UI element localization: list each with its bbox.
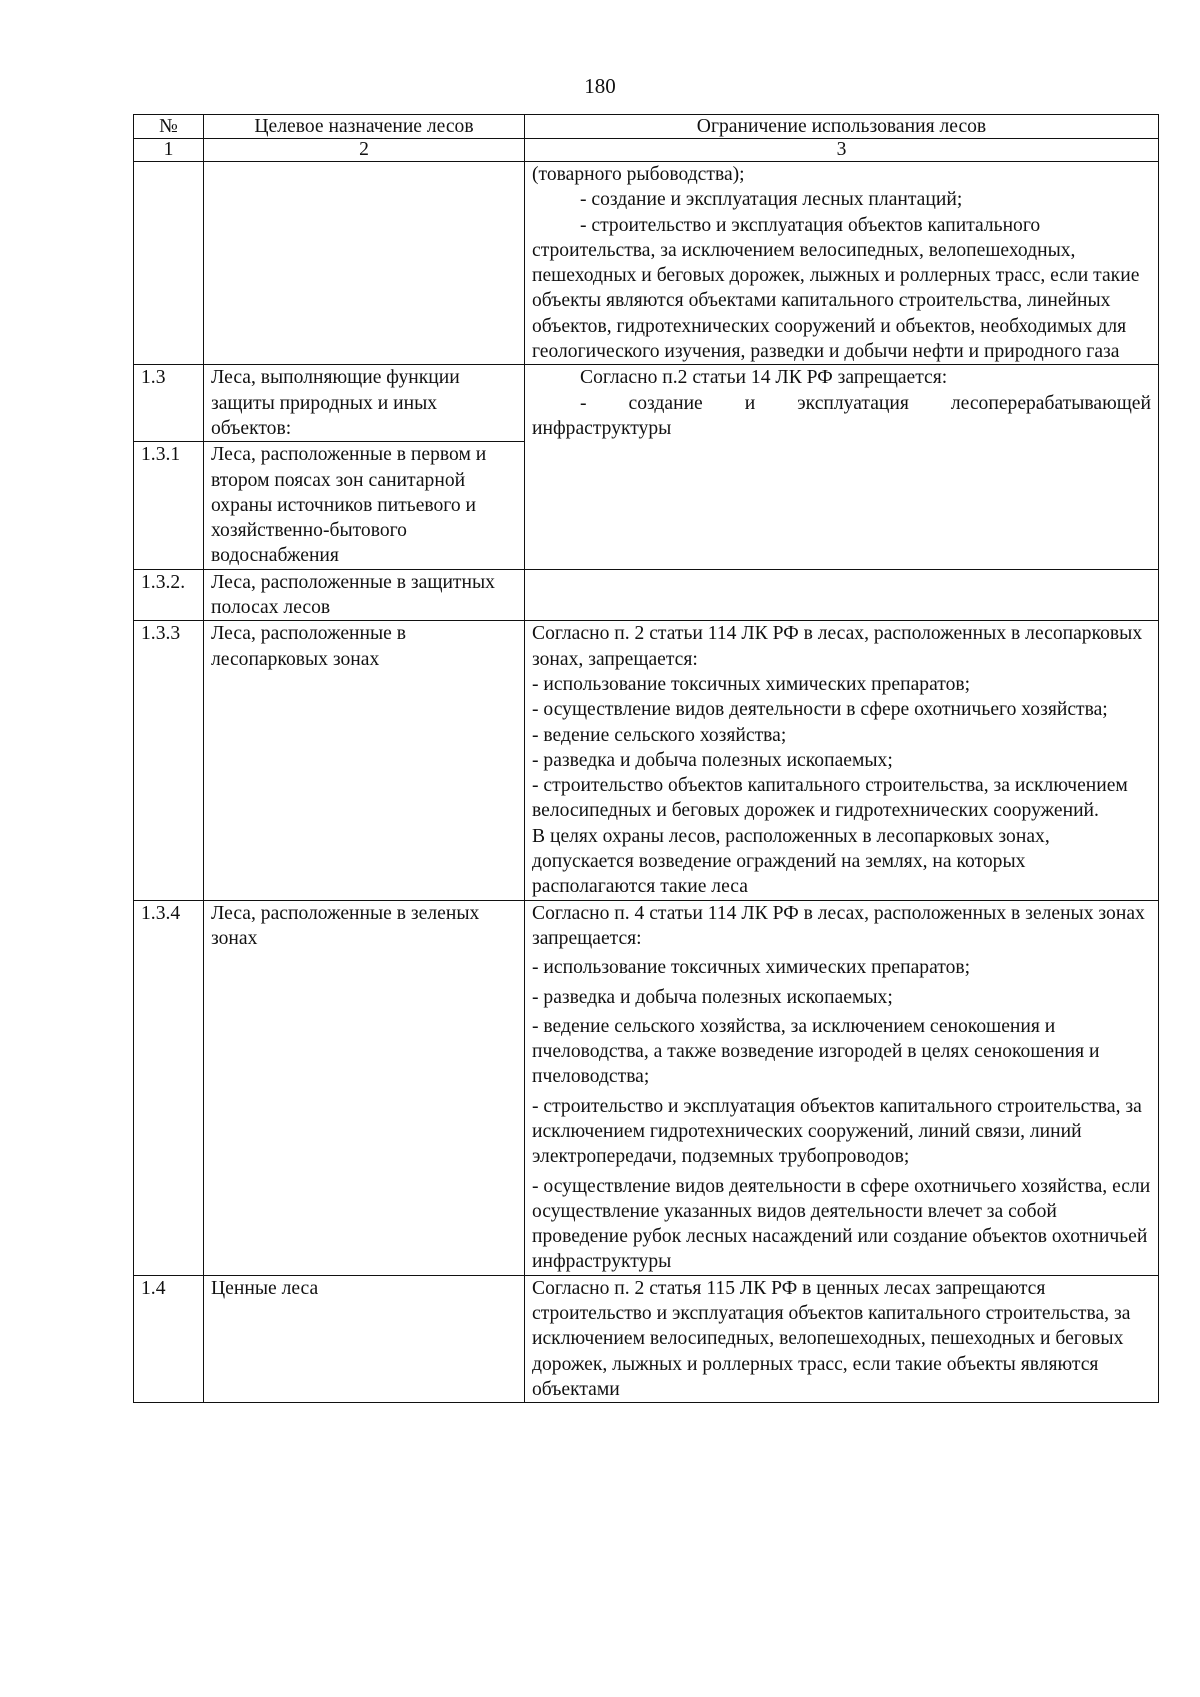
forest-purpose: Ценные леса [204, 1275, 525, 1402]
forest-purpose: Леса, расположенные в первом и втором поясах зон санитарной охраны источников питьевого и хозяйственно-бытового водоснабжения [204, 442, 525, 569]
forest-restrictions-table [133, 114, 1159, 1403]
restriction-text: (товарного рыбоводства); [532, 164, 745, 185]
purpose-cell [204, 162, 525, 365]
table-row-1-3-3 [134, 621, 1159, 900]
restriction-item: - осуществление видов деятельности в сфере охотничьего хозяйства, если осуществление указанных видов деятельности влечет за собой проведение рубок лесных насаждений или создание объектов охотничьей инфраструктуры [532, 1175, 1151, 1273]
restriction-item: - использование токсичных химических препаратов; [532, 957, 971, 979]
restriction-item: - разведка и добыча полезных ископаемых; [532, 986, 893, 1008]
table-row-1-3-4 [134, 900, 1159, 1275]
restriction-cell [525, 365, 1159, 569]
forest-purpose: Леса, расположенные в защитных полосах лесов [204, 569, 525, 621]
restriction-item: - строительство и эксплуатация объектов капитального строительства, за исключением гидротехнических сооружений, линий связи, линий электропередачи, подземных трубопроводов; [532, 1095, 1142, 1168]
table-row-1-3 [134, 365, 1159, 442]
restriction-intro: Согласно п.2 статьи 14 ЛК РФ запрещается: [580, 367, 948, 389]
restriction-item-continued: инфраструктуры [532, 417, 672, 439]
row-number: 1.3.4 [134, 900, 204, 1275]
table-header-row [134, 115, 1159, 139]
restriction-item: - осуществление видов деятельности в сфере охотничьего хозяйства; [532, 699, 1108, 721]
forest-purpose: Леса, расположенные в лесопарковых зонах [204, 621, 525, 900]
restriction-intro: Согласно п. 4 статьи 114 ЛК РФ в лесах, расположенных в зеленых зонах запрещается: [532, 902, 1145, 949]
column-number-2: 2 [204, 139, 525, 162]
restriction-cell [525, 621, 1159, 900]
header-number: № [134, 115, 204, 139]
restriction-intro: Согласно п. 2 статьи 114 ЛК РФ в лесах, расположенных в лесопарковых зонах, запрещается: [532, 623, 1143, 670]
restriction-item: - использование токсичных химических препаратов; [532, 673, 971, 695]
forest-purpose: Леса, выполняющие функции защиты природных и иных объектов: [204, 365, 525, 442]
page-number: 180 [584, 74, 616, 98]
forest-purpose: Леса, расположенные в зеленых зонах [204, 900, 525, 1275]
row-number-cell [134, 162, 204, 365]
column-number-row [134, 139, 1159, 162]
restriction-item: - создание и эксплуатация лесоперерабатывающей [580, 392, 1151, 414]
row-number: 1.3.3 [134, 621, 204, 900]
column-number-1: 1 [134, 139, 204, 162]
header-restrictions: Ограничение использования лесов [525, 115, 1159, 139]
restriction-item: - строительство и эксплуатация объектов капитального строительства, за исключением велосипедных, велопешеходных, пешеходных и беговых дорожек, лыжных и роллерных трасс, если такие объекты являются объектами капитального строительства, линейных объектов, гидротехнических сооружений и объектов, необходимых для геологического изучения, разведки и добычи нефти и природного газа [532, 214, 1140, 363]
restriction-item: - ведение сельского хозяйства; [532, 724, 787, 746]
table-row-1-4 [134, 1275, 1159, 1402]
restriction-item: - разведка и добыча полезных ископаемых; [532, 749, 893, 771]
restriction-note: В целях охраны лесов, расположенных в лесопарковых зонах, допускается возведение ограждений на землях, на которых располагаются такие леса [532, 825, 1050, 898]
table-row-1-3-2 [134, 569, 1159, 621]
row-number: 1.3.1 [134, 442, 204, 569]
row-number: 1.4 [134, 1275, 204, 1402]
row-number: 1.3.2. [134, 569, 204, 621]
restriction-item: - ведение сельского хозяйства, за исключением сенокошения и пчеловодства, а также возведение изгородей в целях сенокошения и пчеловодства; [532, 1015, 1100, 1088]
restriction-cell [525, 569, 1159, 621]
row-number: 1.3 [134, 365, 204, 442]
header-purpose: Целевое назначение лесов [204, 115, 525, 139]
restriction-cell [525, 162, 1159, 365]
table-row-continuation [134, 162, 1159, 365]
restriction-item: - создание и эксплуатация лесных плантаций; [580, 189, 963, 211]
restriction-text: Согласно п. 2 статья 115 ЛК РФ в ценных лесах запрещаются строительство и эксплуатация объектов капитального строительства, за исключением велосипедных, велопешеходных, пешеходных и беговых дорожек, лыжных и роллерных трасс, если такие объекты являются объектами [532, 1277, 1131, 1400]
column-number-3: 3 [525, 139, 1159, 162]
restriction-cell [525, 1275, 1159, 1402]
restriction-cell [525, 900, 1159, 1275]
restriction-item: - строительство объектов капитального строительства, за исключением велосипедных и беговых дорожек и гидротехнических сооружений. [532, 775, 1128, 822]
